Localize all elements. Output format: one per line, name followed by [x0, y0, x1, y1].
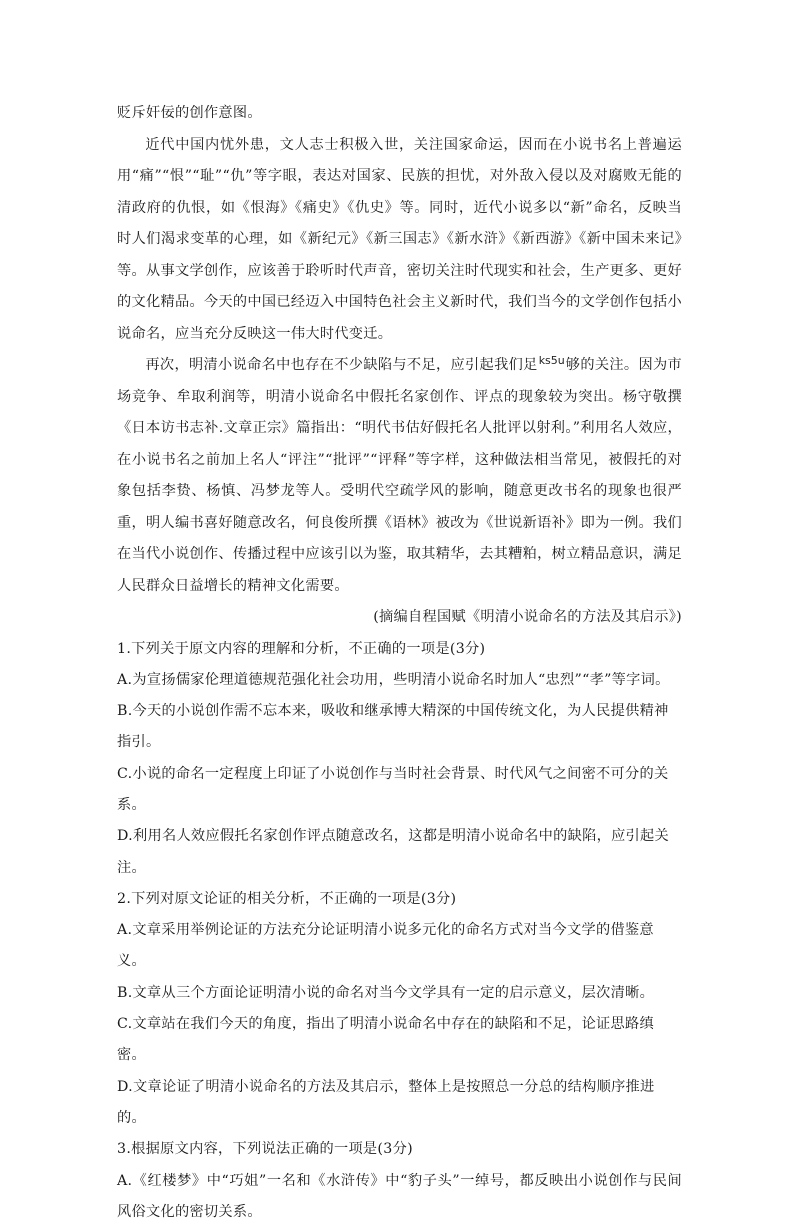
question-1 — [117, 634, 682, 884]
option-a: A.《红楼梦》中“巧姐”一名和《水浒传》中“豹子头”一绰号，都反映出小说创作与民间风俗文化的密切关系。 — [117, 1172, 682, 1220]
watermark-text: ks5u — [538, 354, 565, 367]
source-citation: (摘编自程国赋《明清小说命名的方法及其启示》) — [373, 609, 682, 625]
option-b: B.今天的小说创作需不忘本来，吸收和继承博大精深的中国传统文化，为人民提供精神指引。 — [117, 703, 669, 751]
option-c: C.小说的命名一定程度上印证了小说创作与当时社会背景、时代风气之间密不可分的关系。 — [117, 765, 669, 813]
paragraph-modern-novels: 近代中国内忧外患，文人志士积极入世，关注国家命运，因而在小说书名上普遍运用“痛”“恨”“耻”“仇”等字眼，表达对国家、民族的担忧，对外敌入侵以及对腐败无能的清政府的仇恨，如《恨海》《痛史》《仇史》等。同时，近代小说多以“新”命名，反映当时人们渴求变革的心理，如《新纪元》《新三国志》《新水浒》《新西游》《新中国未来记》等。从事文学创作，应该善于聆听时代声音，密切关注时代现实和社会，生产更多、更好的文化精品。今天的中国已经迈入中国特色社会主义新时代，我们当今的文学创作包括小说命名，应当充分反映这一伟大时代变迁。 — [117, 136, 683, 342]
question-2 — [117, 884, 682, 1134]
option-d: D.文章论证了明清小说命名的方法及其启示，整体上是按照总一分总的结构顺序推进的。 — [117, 1078, 655, 1126]
question-3 — [117, 1134, 682, 1228]
question-stem: 3.根据原文内容，下列说法正确的一项是(3分) — [117, 1141, 413, 1158]
option-a: A.为宣扬儒家伦理道德规范强化社会功用，些明清小说命名时加人“忠烈”“孝”等字词。 — [117, 671, 670, 688]
option-b: B.文章从三个方面论证明清小说的命名对当今文学具有一定的启示意义，层次清晰。 — [117, 984, 655, 1001]
question-stem: 1.下列关于原文内容的理解和分析，不正确的一项是(3分) — [117, 640, 486, 657]
paragraph-defects — [117, 350, 682, 602]
option-d: D.利用名人效应假托名家创作评点随意改名，这都是明清小说命名中的缺陷，应引起关注。 — [117, 828, 670, 876]
document-page — [117, 98, 682, 1228]
paragraph-defects-part2: 够的关注。因为市场竞争、牟取利润等，明清小说命名中假托名家创作、评点的现象较为突出。杨守敬撰《日本访书志补.文章正宗》篇指出：“明代书估好假托名人批评以射利。”利用名人效应，在小说书名之前加上名人“评注”“批评”“评释”等字样，这种做法相当常见，被假托的对象包括李贽、杨慎、冯梦龙等人。受明代空疏学风的影响，随意更改书名的现象也很严重，明人编书喜好随意改名，何良俊所撰《语林》被改为《世说新语补》即为一例。我们在当代小说创作、传播过程中应该引以为鉴，取其精华，去其糟粕，树立精品意识，满足人民群众日益增长的精神文化需要。 — [117, 357, 683, 594]
question-stem: 2.下列对原文论证的相关分析，不正确的一项是(3分) — [117, 890, 457, 907]
option-a: A.文章采用举例论证的方法充分论证明清小说多元化的命名方式对当今文学的借鉴意义。 — [117, 922, 654, 970]
paragraph-continuation: 贬斥奸佞的创作意图。 — [117, 105, 262, 121]
option-c: C.文章站在我们今天的角度，指出了明清小说命名中存在的缺陷和不足，论证思路缜密。 — [117, 1016, 655, 1064]
paragraph-defects-part1: 再次，明清小说命名中也存在不少缺陷与不足，应引起我们足 — [145, 357, 538, 373]
